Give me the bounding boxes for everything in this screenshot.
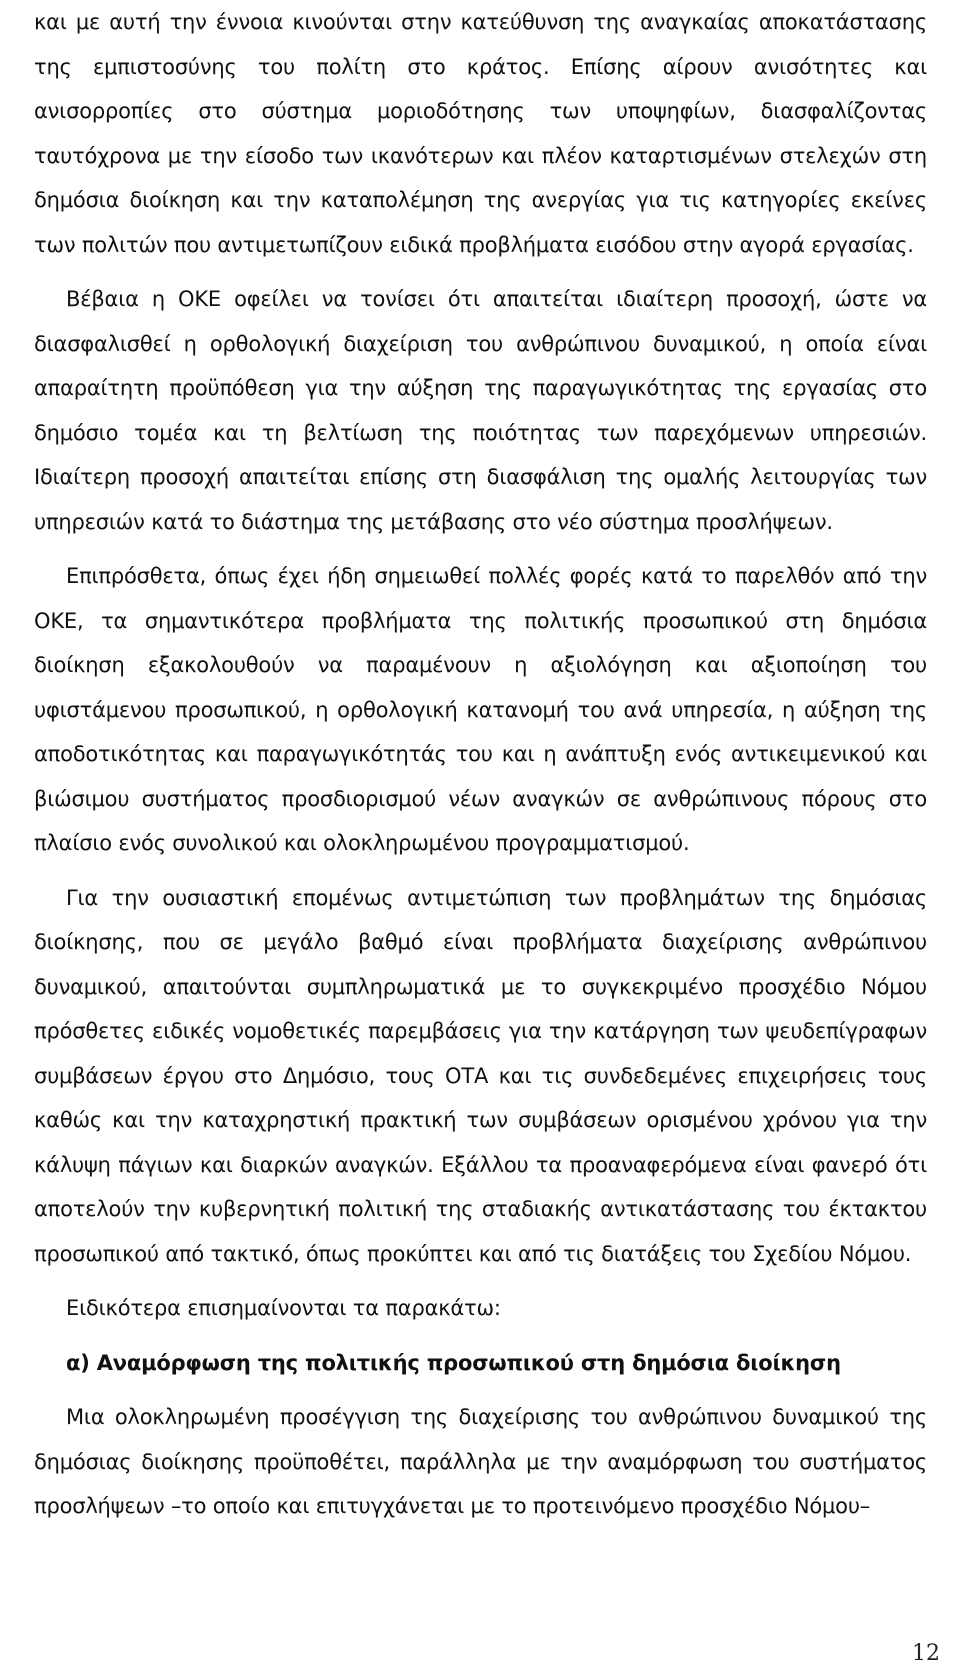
page-number: 12 <box>912 1641 940 1666</box>
document-body <box>34 0 927 1529</box>
paragraph-addressing-problems: Για την ουσιαστική επομένως αντιμετώπιση των προβλημάτων της δημόσιας διοίκησης, που σε μεγάλο βαθμό είναι προβλήματα διαχείρισης ανθρώπινου δυναμικού, απαιτούνται συμπληρωματικά με το συγκεκριμένο προσχέδιο Νόμου πρόσθετες ειδικές νομοθετικές παρεμβάσεις για την κατάργηση των ψευδεπίγραφων συμβάσεων έργου στο Δημόσιο, τους ΟΤΑ και τις συνδεδεμένες επιχειρήσεις τους καθώς και την καταχρηστική πρακτική των συμβάσεων ορισμένου χρόνου για την κάλυψη πάγιων και διαρκών αναγκών. Εξάλλου τα προαναφερόμενα είναι φανερό ότι αποτελούν την κυβερνητική πολιτική της σταδιακής αντικατάστασης του έκτακτου προσωπικού από τακτικό, όπως προκύπτει και από τις διατάξεις του Σχεδίου Νόμου. <box>34 885 927 1266</box>
paragraph-continuation: και με αυτή την έννοια κινούνται στην κατεύθυνση της αναγκαίας αποκατάστασης της εμπιστοσύνης του πολίτη στο κράτος. Επίσης αίρουν ανισότητες και ανισορροπίες στο σύστημα μοριοδότησης των υποψηφίων, διασφαλίζοντας ταυτόχρονα με την είσοδο των ικανότερων και πλέον καταρτισμένων στελεχών στη δημόσια διοίκηση και την καταπολέμηση της ανεργίας για τις κατηγορίες εκείνες των πολιτών που αντιμετωπίζουν ειδικά προβλήματα εισόδου στην αγορά εργασίας. <box>34 10 927 257</box>
paragraph-integrated-approach: Μια ολοκληρωμένη προσέγγιση της διαχείρισης του ανθρώπινου δυναμικού της δημόσιας διοίκησης προϋποθέτει, παράλληλα με την αναμόρφωση του συστήματος προσλήψεων –το οποίο και επιτυγχάνεται με το προτεινόμενο προσχέδιο Νόμου– <box>34 1405 927 1518</box>
section-heading: α) Αναμόρφωση της πολιτικής προσωπικού στη δημόσια διοίκηση <box>66 1350 841 1375</box>
paragraph-specifically: Ειδικότερα επισημαίνονται τα παρακάτω: <box>66 1296 501 1320</box>
paragraph-additional-problems: Επιπρόσθετα, όπως έχει ήδη σημειωθεί πολλές φορές κατά το παρελθόν από την ΟΚΕ, τα σημαντικότερα προβλήματα της πολιτικής προσωπικού στη δημόσια διοίκηση εξακολουθούν να παραμένουν η αξιολόγηση και αξιοποίηση του υφιστάμενου προσωπικού, η ορθολογική κατανομή του ανά υπηρεσία, η αύξηση της αποδοτικότητας και παραγωγικότητάς του και η ανάπτυξη ενός αντικειμενικού και βιώσιμου συστήματος προσδιορισμού νέων αναγκών σε ανθρώπινους πόρους στο πλαίσιο ενός συνολικού και ολοκληρωμένου προγραμματισμού. <box>34 564 927 855</box>
paragraph-oke-note: Βέβαια η ΟΚΕ οφείλει να τονίσει ότι απαιτείται ιδιαίτερη προσοχή, ώστε να διασφαλισθεί η ορθολογική διαχείριση του ανθρώπινου δυναμικού, η οποία είναι απαραίτητη προϋπόθεση για την αύξηση της παραγωγικότητας της εργασίας στο δημόσιο τομέα και τη βελτίωση της ποιότητας των παρεχόμενων υπηρεσιών. Ιδιαίτερη προσοχή απαιτείται επίσης στη διασφάλιση της ομαλής λειτουργίας των υπηρεσιών κατά το διάστημα της μετάβασης στο νέο σύστημα προσλήψεων. <box>34 287 927 534</box>
